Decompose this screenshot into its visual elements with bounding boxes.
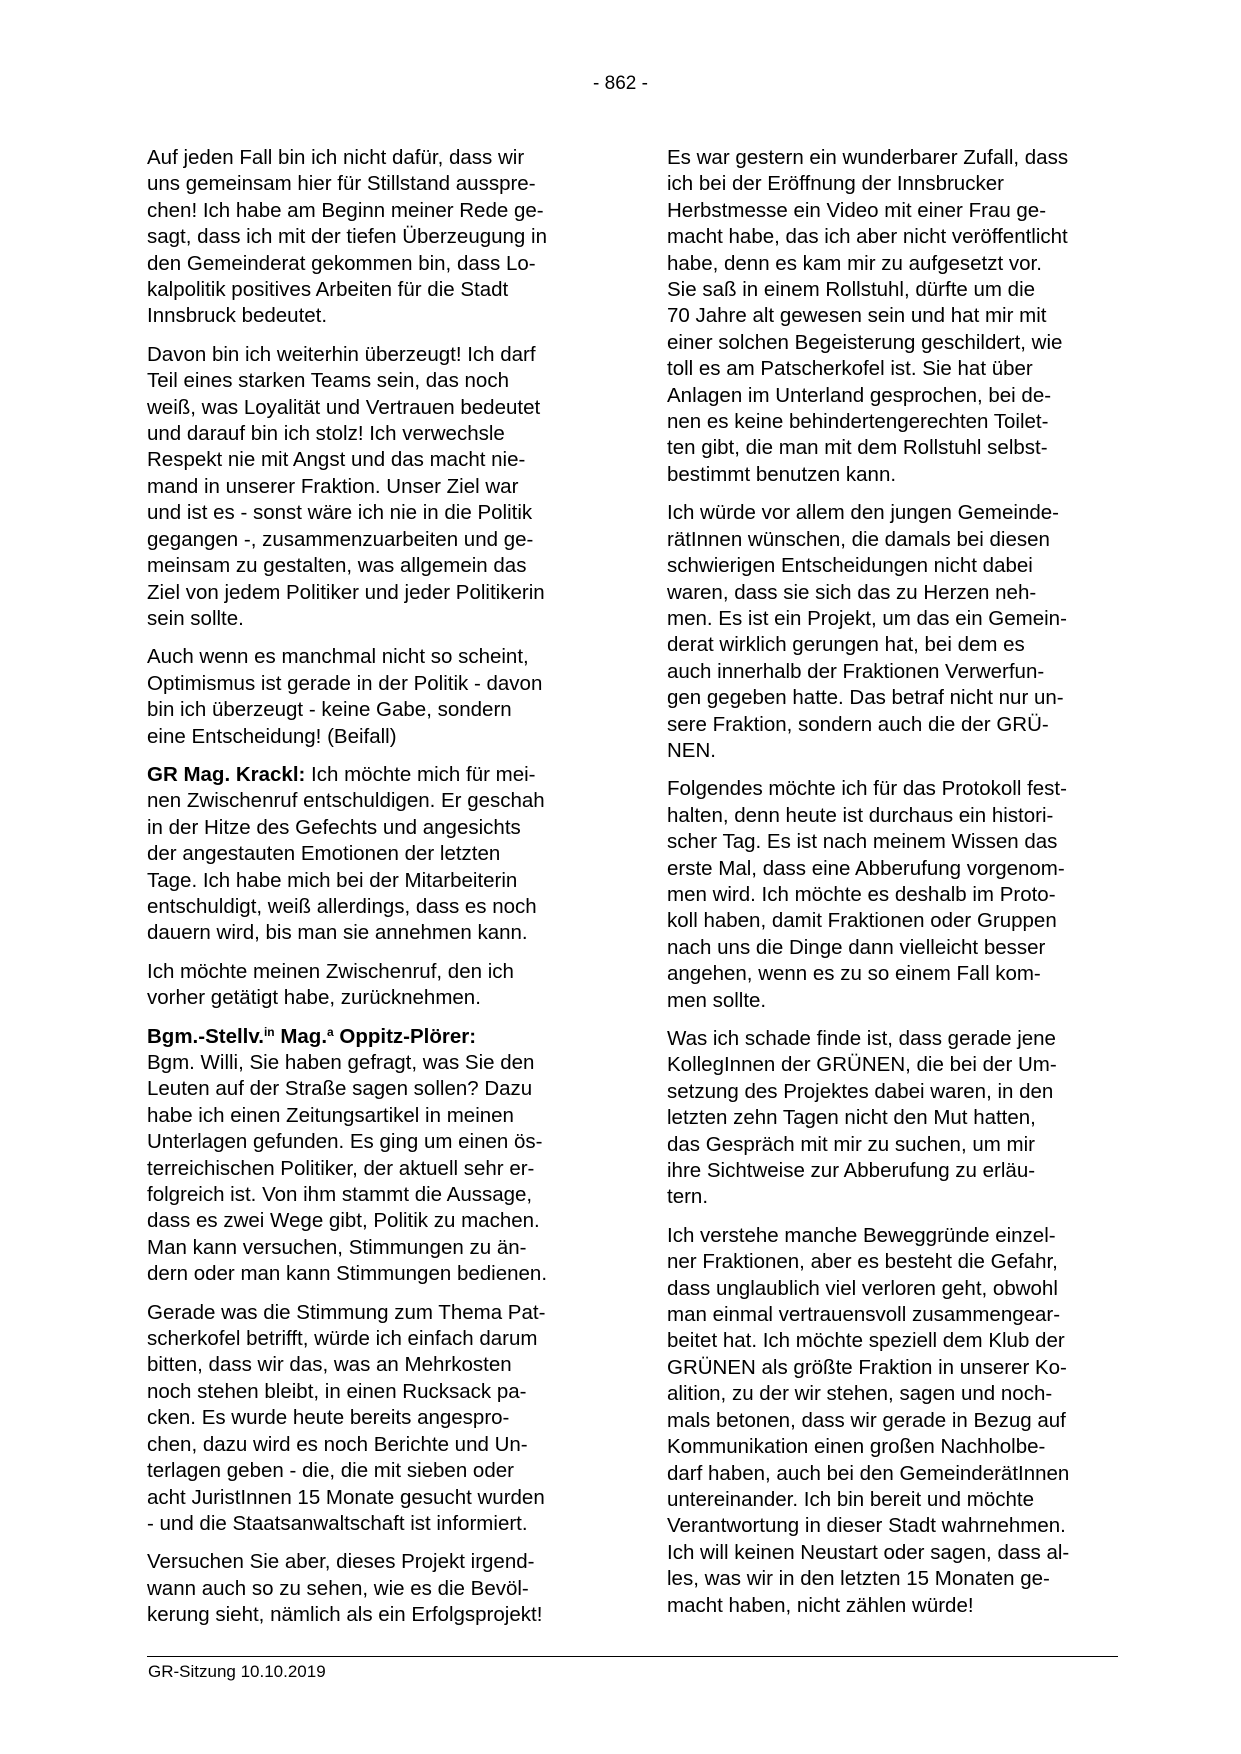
text-line: terlagen geben - die, die mit sieben oder: [147, 1459, 514, 1483]
text-line: den Gemeinderat gekommen bin, dass Lo-: [147, 251, 536, 275]
text-line: untereinander. Ich bin bereit und möchte: [667, 1487, 1034, 1511]
speaker-name: GR Mag. Krackl:: [147, 762, 306, 786]
speech-text: Ich möchte mich für mei-: [305, 762, 536, 786]
text-line: Unterlagen gefunden. Es ging um einen ös-: [147, 1130, 543, 1154]
text-line: GRÜNEN als größte Fraktion in unserer Ko-: [667, 1355, 1067, 1379]
text-line: Es war gestern ein wunderbarer Zufall, dass: [667, 146, 1069, 169]
text-line: Innsbruck bedeutet.: [147, 304, 328, 328]
text-line: derat wirklich gerungen hat, bei dem es: [667, 633, 1025, 657]
text-line: sere Fraktion, sondern auch die der GRÜ-: [667, 712, 1049, 736]
text-line: man einmal vertrauensvoll zusammengear-: [667, 1303, 1061, 1327]
paragraph: [147, 1300, 597, 1538]
paragraph: [667, 1026, 1119, 1211]
text-line: scher Tag. Es ist nach meinem Wissen das: [667, 830, 1058, 854]
text-line: Gerade was die Stimmung zum Thema Pat-: [147, 1300, 546, 1324]
text-line: der angestauten Emotionen der letzten: [147, 842, 501, 866]
paragraph: [667, 1223, 1119, 1619]
text-line: sagt, dass ich mit der tiefen Überzeugung in: [147, 225, 547, 249]
text-line: noch stehen bleibt, in einen Rucksack pa-: [147, 1379, 527, 1403]
text-line: toll es am Patscherkofel ist. Sie hat über: [667, 357, 1033, 381]
text-line: nen es keine behindertengerechten Toilet-: [667, 410, 1049, 434]
paragraph: [147, 644, 597, 750]
text-line: Anlagen im Unterland gesprochen, bei de-: [667, 383, 1052, 407]
text-line: Ich verstehe manche Beweggründe einzel-: [667, 1223, 1056, 1247]
text-line: scherkofel betrifft, würde ich einfach darum: [147, 1327, 538, 1351]
text-line: gen gegeben hatte. Das betraf nicht nur un-: [667, 686, 1064, 710]
superscript: a: [327, 1024, 334, 1039]
text-line: Leuten auf der Straße sagen sollen? Dazu: [147, 1077, 533, 1101]
text-line: Ich würde vor allem den jungen Gemeinde-: [667, 501, 1059, 525]
text-line: einer solchen Begeisterung geschildert, wie: [667, 330, 1063, 354]
text-line: Respekt nie mit Angst und das macht nie-: [147, 448, 526, 472]
text-line: das Gespräch mit mir zu suchen, um mir: [667, 1132, 1035, 1156]
left-column: [147, 145, 597, 1641]
text-line: und ist es - sonst wäre ich nie in die Politik: [147, 501, 533, 525]
superscript: in: [263, 1024, 275, 1039]
text-line: angehen, wenn es zu so einem Fall kom-: [667, 962, 1041, 986]
speaker-name: [147, 1024, 597, 1050]
text-line: chen! Ich habe am Beginn meiner Rede ge-: [147, 198, 544, 222]
text-line: dauern wird, bis man sie annehmen kann.: [147, 921, 528, 945]
text-line: in der Hitze des Gefechts und angesichts: [147, 815, 521, 839]
text-line: nen Zwischenruf entschuldigen. Er geschah: [147, 789, 545, 813]
text-line: beitet hat. Ich möchte speziell dem Klub der: [667, 1329, 1065, 1353]
text-line: darf haben, auch bei den GemeinderätInnen: [667, 1461, 1070, 1485]
text-line: Auch wenn es manchmal nicht so scheint,: [147, 645, 529, 669]
text-line: ten gibt, die man mit dem Rollstuhl selbst-: [667, 436, 1048, 460]
text-line: Tage. Ich habe mich bei der Mitarbeiterin: [147, 868, 518, 892]
text-line: und darauf bin ich stolz! Ich verwechsle: [147, 422, 505, 446]
footer-divider: [147, 1656, 1118, 1657]
text-line: eine Entscheidung! (Beifall): [147, 724, 397, 748]
speaker-degree: Mag.: [274, 1024, 328, 1048]
text-line: sein sollte.: [147, 606, 244, 630]
text-line: meinsam zu gestalten, was allgemein das: [147, 554, 527, 578]
text-line: Ich möchte meinen Zwischenruf, den ich: [147, 959, 514, 983]
paragraph: [667, 500, 1119, 764]
paragraph: [147, 145, 597, 330]
text-line: waren, dass sie sich das zu Herzen neh-: [667, 580, 1037, 604]
text-line: koll haben, damit Fraktionen oder Gruppen: [667, 909, 1057, 933]
text-line: mals betonen, dass wir gerade in Bezug auf: [667, 1408, 1066, 1432]
text-line: dern oder man kann Stimmungen bedienen.: [147, 1262, 548, 1286]
text-line: Teil eines starken Teams sein, das noch: [147, 369, 509, 393]
paragraph: [667, 776, 1119, 1014]
text-line: habe, denn es kam mir zu aufgesetzt vor.: [667, 251, 1042, 275]
paragraph: [147, 1549, 597, 1628]
text-line: habe ich einen Zeitungsartikel in meinen: [147, 1103, 514, 1127]
text-line: - und die Staatsanwaltschaft ist informiert.: [147, 1511, 528, 1535]
text-line: Davon bin ich weiterhin überzeugt! Ich darf: [147, 342, 536, 366]
text-line: Optimismus ist gerade in der Politik - davon: [147, 671, 543, 695]
text-line: Versuchen Sie aber, dieses Projekt irgend-: [147, 1550, 535, 1574]
text-line: men wird. Ich möchte es deshalb im Proto-: [667, 882, 1056, 906]
text-line: halten, denn heute ist durchaus ein histori-: [667, 803, 1054, 827]
text-line: alition, zu der wir stehen, sagen und noch-: [667, 1382, 1053, 1406]
text-line: macht habe, das ich aber nicht veröffentlicht: [667, 225, 1068, 249]
text-line: bin ich überzeugt - keine Gabe, sondern: [147, 698, 512, 722]
right-column: [667, 145, 1119, 1631]
text-line: dass es zwei Wege gibt, Politik zu machen.: [147, 1209, 540, 1233]
page-number: - 862 -: [593, 73, 648, 94]
text-line: Sie saß in einem Rollstuhl, dürfte um die: [667, 278, 1036, 302]
text-line: folgreich ist. Von ihm stammt die Aussage,: [147, 1183, 533, 1207]
text-line: mand in unserer Fraktion. Unser Ziel war: [147, 474, 519, 498]
footer-session: GR-Sitzung 10.10.2019: [148, 1662, 326, 1681]
text-line: terreichischen Politiker, der aktuell sehr er-: [147, 1156, 535, 1180]
text-line: entschuldigt, weiß allerdings, dass es noch: [147, 894, 537, 918]
text-line: wann auch so zu sehen, wie es die Bevöl-: [147, 1576, 529, 1600]
text-line: KollegInnen der GRÜNEN, die bei der Um-: [667, 1053, 1057, 1077]
text-line: Kommunikation einen großen Nachholbe-: [667, 1435, 1046, 1459]
text-line: men sollte.: [667, 988, 767, 1012]
text-line: 70 Jahre alt gewesen sein und hat mir mit: [667, 304, 1047, 328]
text-line: ihre Sichtweise zur Abberufung zu erläu-: [667, 1159, 1036, 1183]
text-line: Was ich schade finde ist, dass gerade jene: [667, 1027, 1056, 1050]
text-line: NEN.: [667, 738, 716, 762]
text-line: Verantwortung in dieser Stadt wahrnehmen.: [667, 1514, 1066, 1538]
text-line: Man kann versuchen, Stimmungen zu än-: [147, 1235, 527, 1259]
text-line: schwierigen Entscheidungen nicht dabei: [667, 554, 1033, 578]
text-line: les, was wir in den letzten 15 Monaten ge-: [667, 1567, 1050, 1591]
paragraph: [147, 762, 597, 947]
text-line: ner Fraktionen, aber es besteht die Gefahr,: [667, 1250, 1058, 1274]
text-line: auch innerhalb der Fraktionen Verwerfun-: [667, 659, 1045, 683]
text-line: Ich will keinen Neustart oder sagen, dass al-: [667, 1540, 1070, 1564]
text-line: men. Es ist ein Projekt, um das ein Gemein-: [667, 606, 1067, 630]
paragraph: [147, 1024, 597, 1288]
text-line: vorher getätigt habe, zurücknehmen.: [147, 986, 481, 1010]
text-line: bestimmt benutzen kann.: [667, 462, 897, 486]
speaker-surname: Oppitz-Plörer:: [333, 1024, 477, 1048]
text-line: rätInnen wünschen, die damals bei diesen: [667, 527, 1050, 551]
text-line: setzung des Projektes dabei waren, in den: [667, 1079, 1054, 1103]
text-line: letzten zehn Tagen nicht den Mut hatten,: [667, 1106, 1036, 1130]
text-line: Auf jeden Fall bin ich nicht dafür, dass wir: [147, 146, 525, 169]
text-line: tern.: [667, 1185, 709, 1209]
text-line: nach uns die Dinge dann vielleicht besser: [667, 935, 1046, 959]
text-line: Ziel von jedem Politiker und jeder Politikerin: [147, 580, 545, 604]
text-line: chen, dazu wird es noch Berichte und Un-: [147, 1432, 528, 1456]
text-line: weiß, was Loyalität und Vertrauen bedeutet: [147, 395, 541, 419]
text-line: Bgm. Willi, Sie haben gefragt, was Sie den: [147, 1051, 535, 1074]
text-line: kalpolitik positives Arbeiten für die Stadt: [147, 278, 509, 302]
text-line: dass unglaublich viel verloren geht, obwohl: [667, 1276, 1058, 1300]
text-line: gegangen -, zusammenzuarbeiten und ge-: [147, 527, 534, 551]
text-line: [147, 762, 597, 788]
speaker-title: Bgm.-Stellv.: [147, 1024, 264, 1048]
text-line: macht haben, nicht zählen würde!: [667, 1593, 974, 1617]
paragraph: [667, 145, 1119, 488]
text-line: Folgendes möchte ich für das Protokoll fest-: [667, 777, 1067, 801]
text-line: uns gemeinsam hier für Stillstand ausspre-: [147, 172, 536, 196]
paragraph: [147, 342, 597, 632]
text-line: Herbstmesse ein Video mit einer Frau ge-: [667, 198, 1047, 222]
paragraph: [147, 959, 597, 1012]
text-line: erste Mal, dass eine Abberufung vorgenom-: [667, 856, 1065, 880]
text-line: acht JuristInnen 15 Monate gesucht wurden: [147, 1485, 545, 1509]
text-line: bitten, dass wir das, was an Mehrkosten: [147, 1353, 512, 1377]
text-line: cken. Es wurde heute bereits angespro-: [147, 1406, 510, 1430]
text-line: ich bei der Eröffnung der Innsbrucker: [667, 172, 1004, 196]
text-line: kerung sieht, nämlich als ein Erfolgsprojekt!: [147, 1603, 543, 1627]
